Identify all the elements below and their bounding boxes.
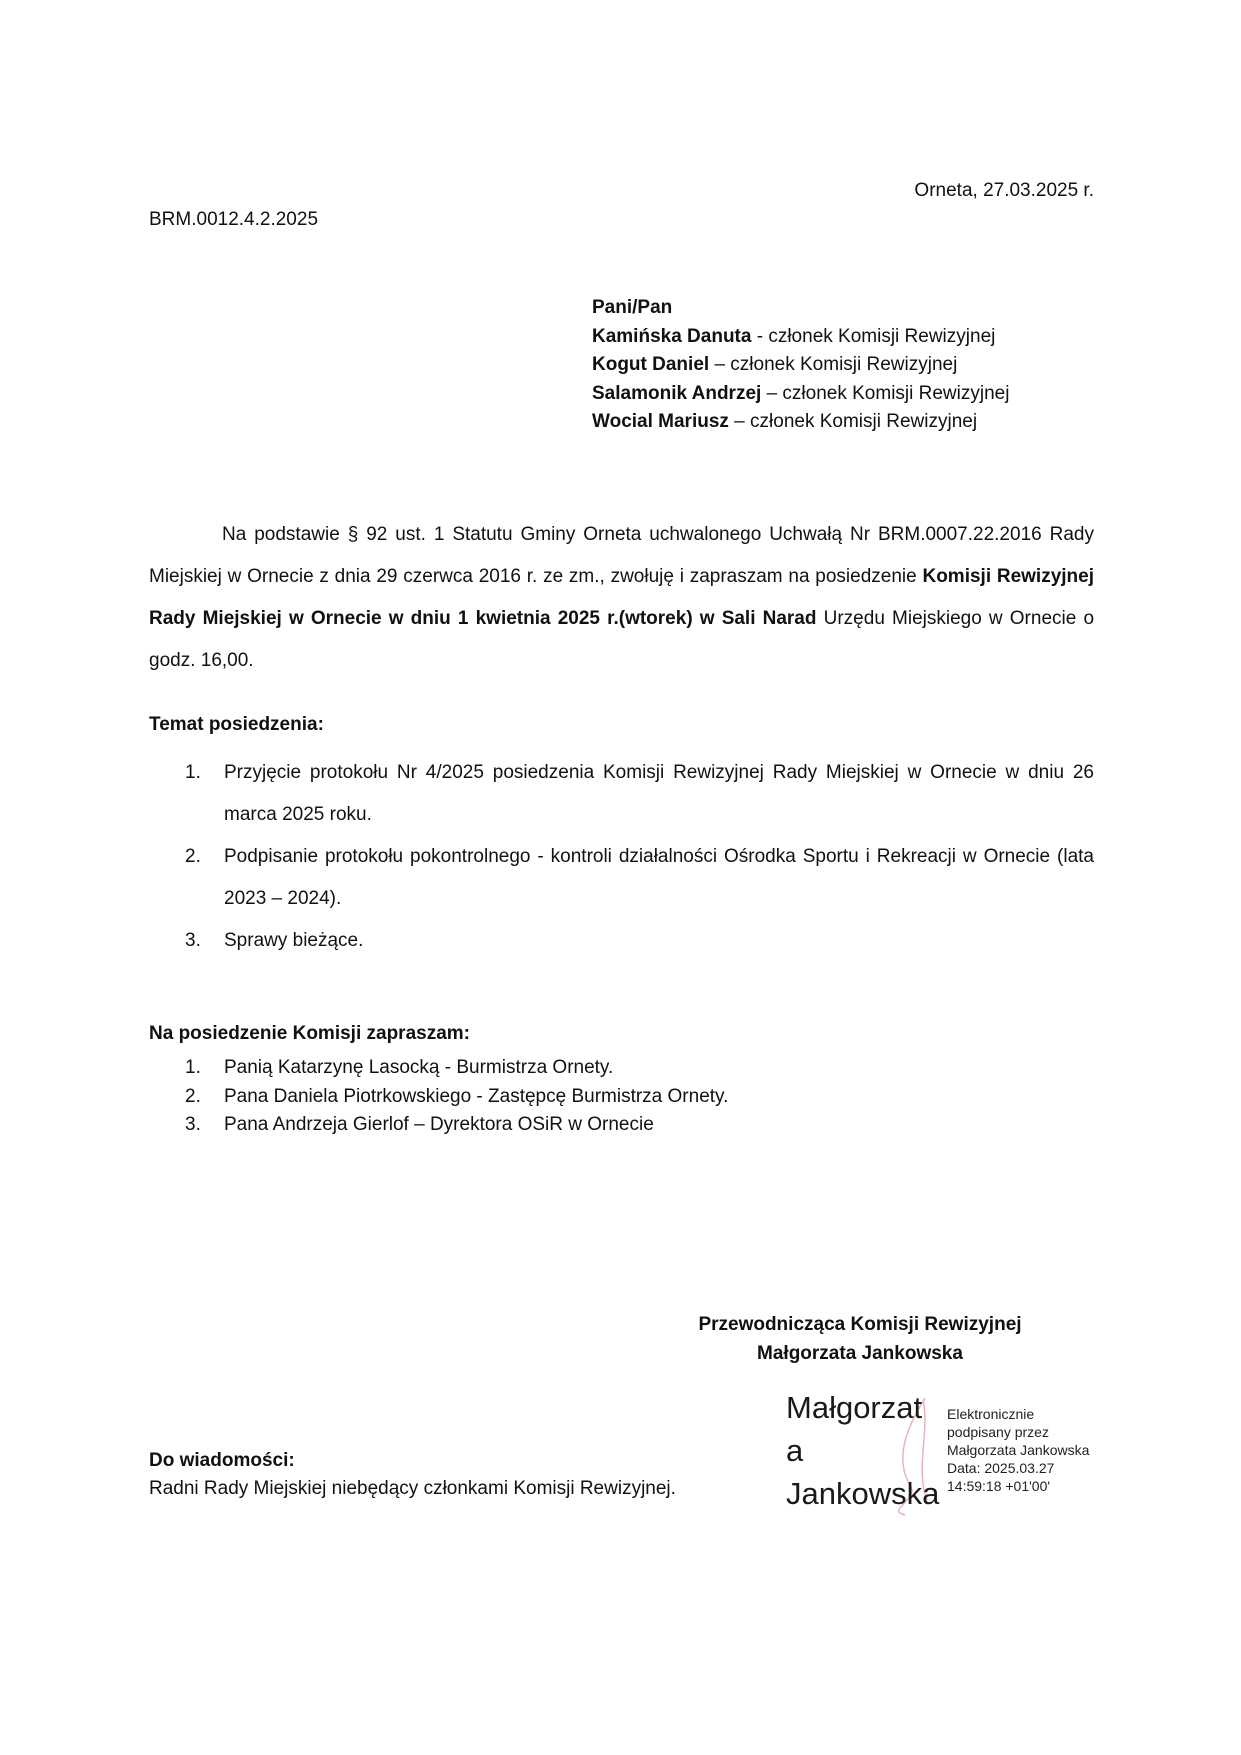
list-item: 3. Pana Andrzeja Gierlof – Dyrektora OSiR w Ornecie [185, 1114, 654, 1135]
signatory-block [690, 1310, 1030, 1368]
addressee-block [592, 294, 1009, 437]
reference-number: BRM.0012.4.2.2025 [149, 209, 319, 230]
topics-heading: Temat posiedzenia: [149, 714, 324, 735]
topics-list [149, 752, 1094, 962]
body-paragraph: Na podstawie § 92 ust. 1 Statutu Gminy Orneta uchwalonego Uchwałą Nr BRM.0007.22.2016 Rady Miejskiej w Ornecie z dnia 29 czerwca 2016 r. ze zm., zwołuję i zapraszam na posiedzenie Komisji Rewizyjnej Rady Miejskiej w Ornecie w dniu 1 kwietnia 2025 r.(wtorek) w Sali Narad Urzędu Miejskiego w Ornecie o godz. 16,00. [149, 524, 1095, 671]
list-item: 3. Sprawy bieżące. [185, 930, 364, 951]
handwritten-signature: Małgorzat a Jankowska [786, 1390, 940, 1511]
signatory-name: Małgorzata Jankowska [757, 1343, 963, 1364]
list-item: 2. Podpisanie protokołu pokontrolnego - kontroli działalności Ośrodka Sportu i Rekreacji w Ornecie (lata 2023 – 2024). [185, 846, 1094, 909]
cc-recipients: Radni Rady Miejskiej niebędący członkami Komisji Rewizyjnej. [149, 1478, 676, 1499]
addressee-member: Wocial Mariusz – członek Komisji Rewizyjnej [592, 411, 978, 432]
invited-heading: Na posiedzenie Komisji zapraszam: [149, 1023, 470, 1044]
invited-list [149, 1054, 728, 1140]
list-item: 2. Pana Daniela Piotrkowskiego - Zastępcę Burmistrza Ornety. [185, 1085, 729, 1107]
list-item: 1. Przyjęcie protokołu Nr 4/2025 posiedzenia Komisji Rewizyjnej Rady Miejskiej w Ornecie w dniu 26 marca 2025 roku. [185, 762, 1094, 825]
place-date: Orneta, 27.03.2025 r. [914, 180, 1094, 201]
salutation: Pani/Pan [592, 297, 673, 318]
cc-heading: Do wiadomości: [149, 1450, 295, 1471]
addressee-member: Kogut Daniel – członek Komisji Rewizyjnej [592, 354, 958, 375]
list-item: 1. Panią Katarzynę Lasocką - Burmistrza Ornety. [185, 1057, 614, 1078]
signatory-title: Przewodnicząca Komisji Rewizyjnej [698, 1314, 1022, 1335]
addressee-member: Salamonik Andrzej – członek Komisji Rewizyjnej [592, 382, 1010, 404]
addressee-member: Kamińska Danuta - członek Komisji Rewizyjnej [592, 325, 996, 347]
electronic-signature-info: Elektronicznie podpisany przez Małgorzata Jankowska Data: 2025.03.27 14:59:18 +01'00' [947, 1406, 1090, 1494]
